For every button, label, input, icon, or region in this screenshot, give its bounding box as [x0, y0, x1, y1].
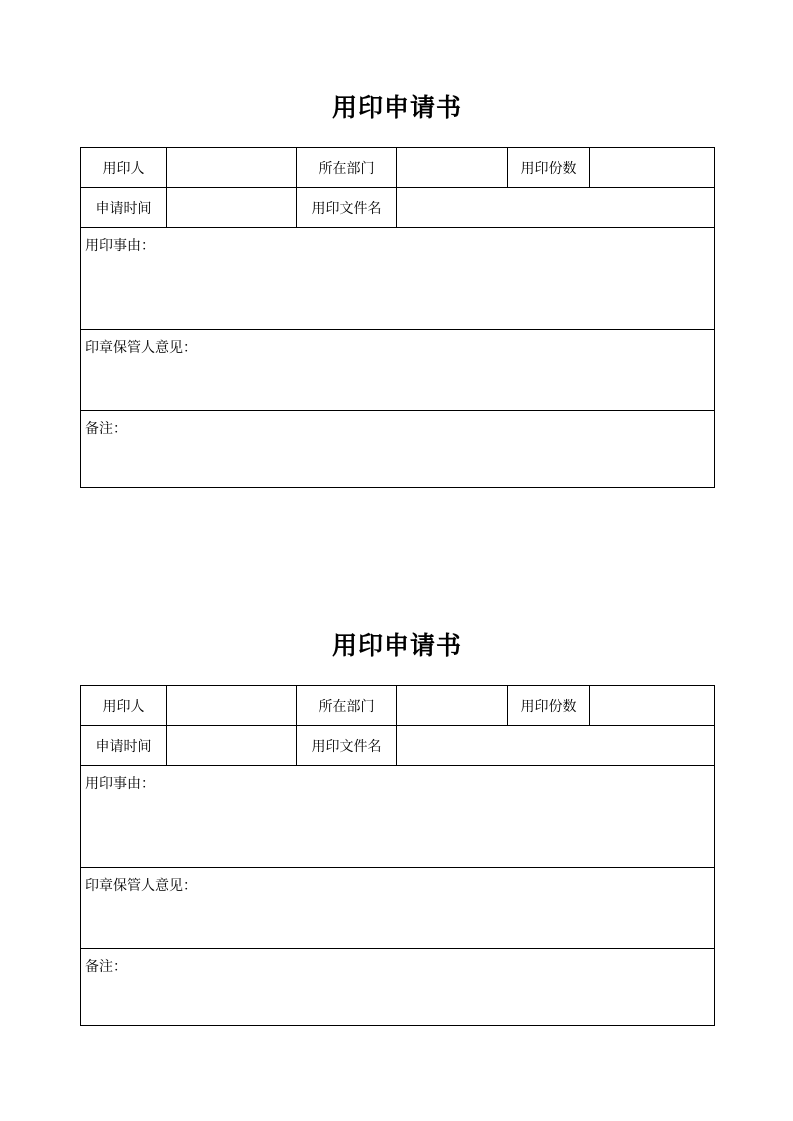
seal-application-form-2	[80, 626, 714, 1026]
user-field[interactable]	[167, 148, 297, 188]
time-label: 申请时间	[81, 188, 167, 228]
copies-field[interactable]	[590, 686, 715, 726]
reason-area[interactable]	[81, 766, 715, 868]
keeper-opinion-label: 印章保管人意见：	[85, 340, 197, 356]
application-table	[80, 147, 715, 488]
keeper-opinion-area[interactable]	[81, 330, 715, 411]
filename-label: 用印文件名	[297, 188, 397, 228]
form-title: 用印申请书	[331, 631, 462, 660]
filename-field[interactable]	[397, 726, 715, 766]
department-field[interactable]	[397, 148, 508, 188]
remark-area[interactable]	[81, 949, 715, 1026]
keeper-opinion-label: 印章保管人意见：	[85, 878, 197, 894]
application-table	[80, 685, 715, 1026]
filename-label: 用印文件名	[297, 726, 397, 766]
user-label: 用印人	[81, 686, 167, 726]
seal-application-form-1	[80, 88, 714, 488]
remark-label: 备注：	[85, 959, 127, 975]
remark-area[interactable]	[81, 411, 715, 488]
time-field[interactable]	[167, 726, 297, 766]
department-field[interactable]	[397, 686, 508, 726]
reason-label: 用印事由：	[85, 776, 155, 792]
copies-label: 用印份数	[508, 686, 590, 726]
reason-label: 用印事由：	[85, 238, 155, 254]
keeper-opinion-area[interactable]	[81, 868, 715, 949]
copies-label: 用印份数	[508, 148, 590, 188]
user-label: 用印人	[81, 148, 167, 188]
copies-field[interactable]	[590, 148, 715, 188]
department-label: 所在部门	[297, 686, 397, 726]
form-title: 用印申请书	[331, 93, 462, 122]
user-field[interactable]	[167, 686, 297, 726]
time-label: 申请时间	[81, 726, 167, 766]
department-label: 所在部门	[297, 148, 397, 188]
remark-label: 备注：	[85, 421, 127, 437]
filename-field[interactable]	[397, 188, 715, 228]
time-field[interactable]	[167, 188, 297, 228]
reason-area[interactable]	[81, 228, 715, 330]
